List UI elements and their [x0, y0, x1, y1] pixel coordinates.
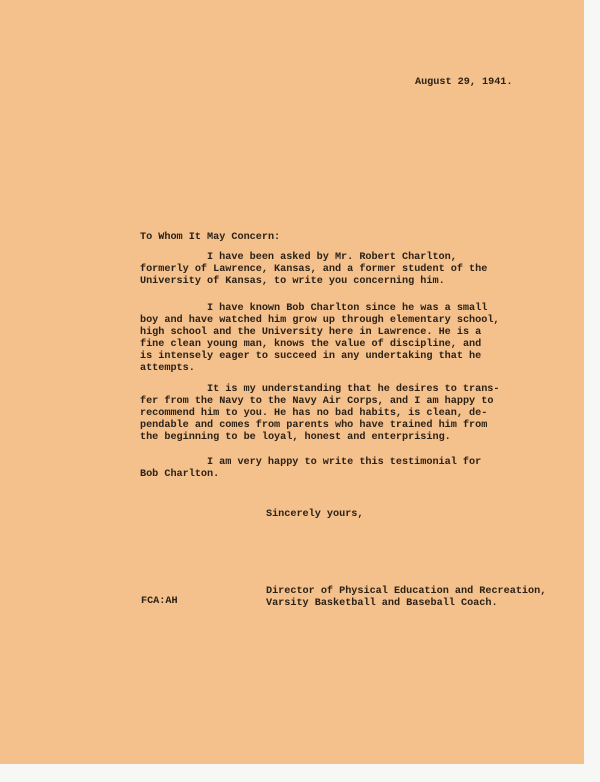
paragraph-3-line-2: fer from the Navy to the Navy Air Corps, and I am happy to: [140, 396, 494, 407]
paragraph-4-line-2: Bob Charlton.: [140, 469, 220, 480]
paragraph-2-line-5: is intensely eager to succeed in any undertaking that he: [140, 351, 482, 362]
signature-title-line-1: Director of Physical Education and Recreation,: [266, 586, 547, 597]
paragraph-2-line-1: I have known Bob Charlton since he was a small: [207, 303, 488, 314]
paragraph-2-line-4: fine clean young man, knows the value of discipline, and: [140, 339, 482, 350]
signature-title-line-2: Varsity Basketball and Baseball Coach.: [266, 598, 498, 609]
paragraph-3-line-5: the beginning to be loyal, honest and enterprising.: [140, 432, 451, 443]
paragraph-1-line-1: I have been asked by Mr. Robert Charlton,: [207, 252, 457, 263]
letter-date: August 29, 1941.: [415, 77, 513, 88]
paragraph-2-line-3: high school and the University here in Lawrence. He is a: [140, 327, 482, 338]
page-margin-bottom: [0, 764, 600, 782]
page-margin-right: [584, 0, 600, 764]
paragraph-3-line-4: pendable and comes from parents who have trained him from: [140, 420, 488, 431]
paragraph-1-line-3: University of Kansas, to write you concerning him.: [140, 276, 445, 287]
paragraph-3-line-1: It is my understanding that he desires to trans-: [207, 384, 500, 395]
salutation: To Whom It May Concern:: [140, 232, 281, 243]
paragraph-2-line-6: attempts.: [140, 363, 195, 374]
paragraph-4-line-1: I am very happy to write this testimonial for: [207, 457, 482, 468]
paragraph-2-line-2: boy and have watched him grow up through elementary school,: [140, 315, 500, 326]
paragraph-1-line-2: formerly of Lawrence, Kansas, and a former student of the: [140, 264, 488, 275]
closing: Sincerely yours,: [266, 509, 364, 520]
paragraph-3-line-3: recommend him to you. He has no bad habits, is clean, de-: [140, 408, 488, 419]
reference-initials: FCA:AH: [141, 596, 178, 607]
